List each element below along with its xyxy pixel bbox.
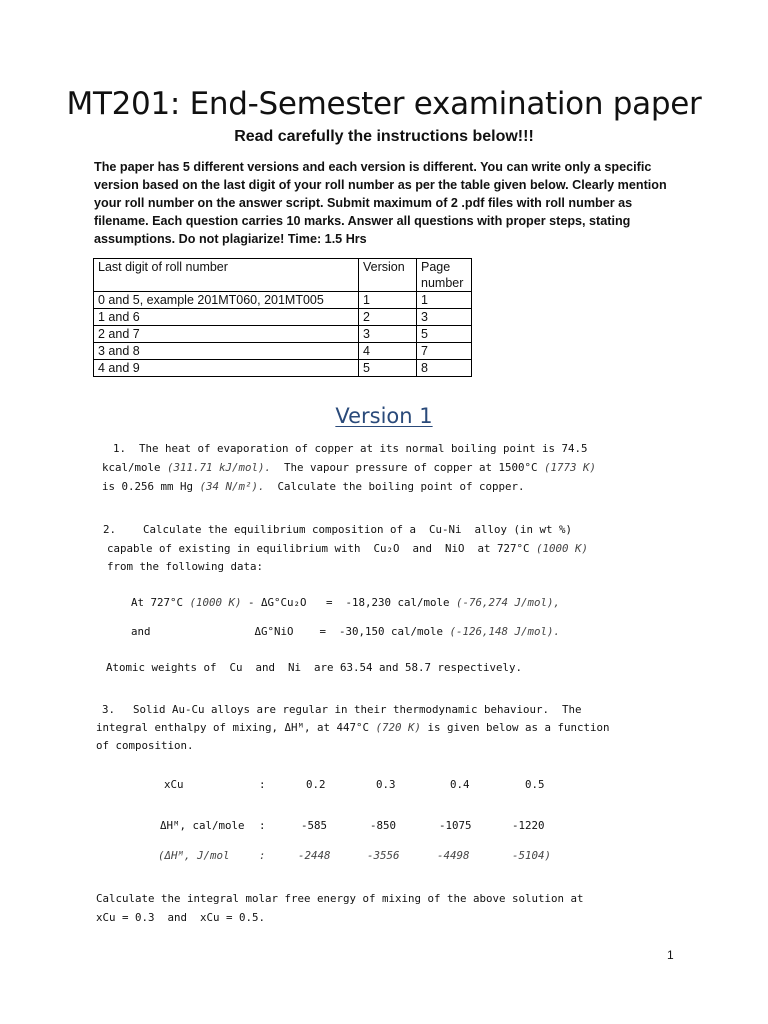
table-cell: 5 — [417, 326, 472, 343]
version-heading: Version 1 — [335, 404, 433, 428]
q3-line: integral enthalpy of mixing, ΔHᴹ, at 447°C (720 K) is given below as a function — [96, 721, 610, 734]
table-row — [94, 360, 472, 377]
instructions-text: The paper has 5 different versions and each version is different. You can write only a specific version based on the last digit of your roll number as per the table given below. Clearly mention your roll number on the answer script. Submit maximum of 2 .pdf files with roll number as filename. Each question carries 10 marks. Answer all questions with proper steps, stating assumptions. Do not plagiarize! Time: 1.5 Hrs — [94, 160, 667, 246]
table-cell: 3 — [417, 309, 472, 326]
q2-number: 2. — [103, 523, 117, 536]
table-cell: 4 — [359, 343, 417, 360]
page-title: MT201: End-Semester examination paper — [66, 86, 702, 122]
q2-line: capable of existing in equilibrium with Cu₂O and NiO at 727°C (1000 K) — [107, 542, 589, 555]
table-header: Page number — [417, 259, 472, 292]
q1-line: kcal/mole (311.71 kJ/mol). The vapour pressure of copper at 1500°C (1773 K) — [102, 461, 597, 474]
data-table-row: xCu : 0.2 0.3 0.4 0.5 — [164, 778, 545, 791]
table-cell: 8 — [417, 360, 472, 377]
table-cell: 3 and 8 — [94, 343, 359, 360]
q1-line: The heat of evaporation of copper at its normal boiling point is 74.5 — [139, 442, 588, 455]
q3-line: xCu = 0.3 and xCu = 0.5. — [96, 911, 266, 924]
table-cell: 1 — [417, 292, 472, 309]
q2-line: from the following data: — [107, 560, 264, 573]
table-row — [94, 326, 472, 343]
q3-line: Calculate the integral molar free energy of mixing of the above solution at — [96, 892, 584, 905]
table-cell: 4 and 9 — [94, 360, 359, 377]
table-cell: 2 — [359, 309, 417, 326]
table-cell: 5 — [359, 360, 417, 377]
q2-equation: and ΔG°NiO = -30,150 cal/mole (-126,148 J/mol). — [131, 625, 561, 638]
instructions-heading: Read carefully the instructions below!!! — [234, 128, 534, 145]
table-row — [94, 292, 472, 309]
data-table-row: (ΔHᴹ, J/mol : -2448 -3556 -4498 -5104) — [158, 849, 552, 862]
table-cell: 3 — [359, 326, 417, 343]
q3-number: 3. — [102, 703, 116, 716]
table-row — [94, 309, 472, 326]
version-table — [93, 258, 472, 377]
q2-line: Calculate the equilibrium composition of a Cu-Ni alloy (in wt %) — [143, 523, 573, 536]
q3-line: of composition. — [96, 739, 194, 752]
q2-line: Atomic weights of Cu and Ni are 63.54 and 58.7 respectively. — [106, 661, 523, 674]
table-row — [94, 343, 472, 360]
q3-line: Solid Au-Cu alloys are regular in their thermodynamic behaviour. The — [133, 703, 582, 716]
table-header: Version — [359, 259, 417, 292]
data-table-row: ΔHᴹ, cal/mole : -585 -850 -1075 -1220 — [160, 819, 545, 832]
table-cell: 0 and 5, example 201MT060, 201MT005 — [94, 292, 359, 309]
table-cell: 1 — [359, 292, 417, 309]
q1-number: 1. — [113, 442, 127, 455]
table-cell: 2 and 7 — [94, 326, 359, 343]
q1-line: is 0.256 mm Hg (34 N/m²). Calculate the boiling point of copper. — [102, 480, 525, 493]
q2-equation: At 727°C (1000 K) - ΔG°Cu₂O = -18,230 cal/mole (-76,274 J/mol), — [131, 596, 561, 609]
table-cell: 1 and 6 — [94, 309, 359, 326]
table-cell: 7 — [417, 343, 472, 360]
table-header-row — [94, 259, 472, 292]
table-header: Last digit of roll number — [94, 259, 359, 292]
page-number: 1 — [667, 948, 674, 962]
